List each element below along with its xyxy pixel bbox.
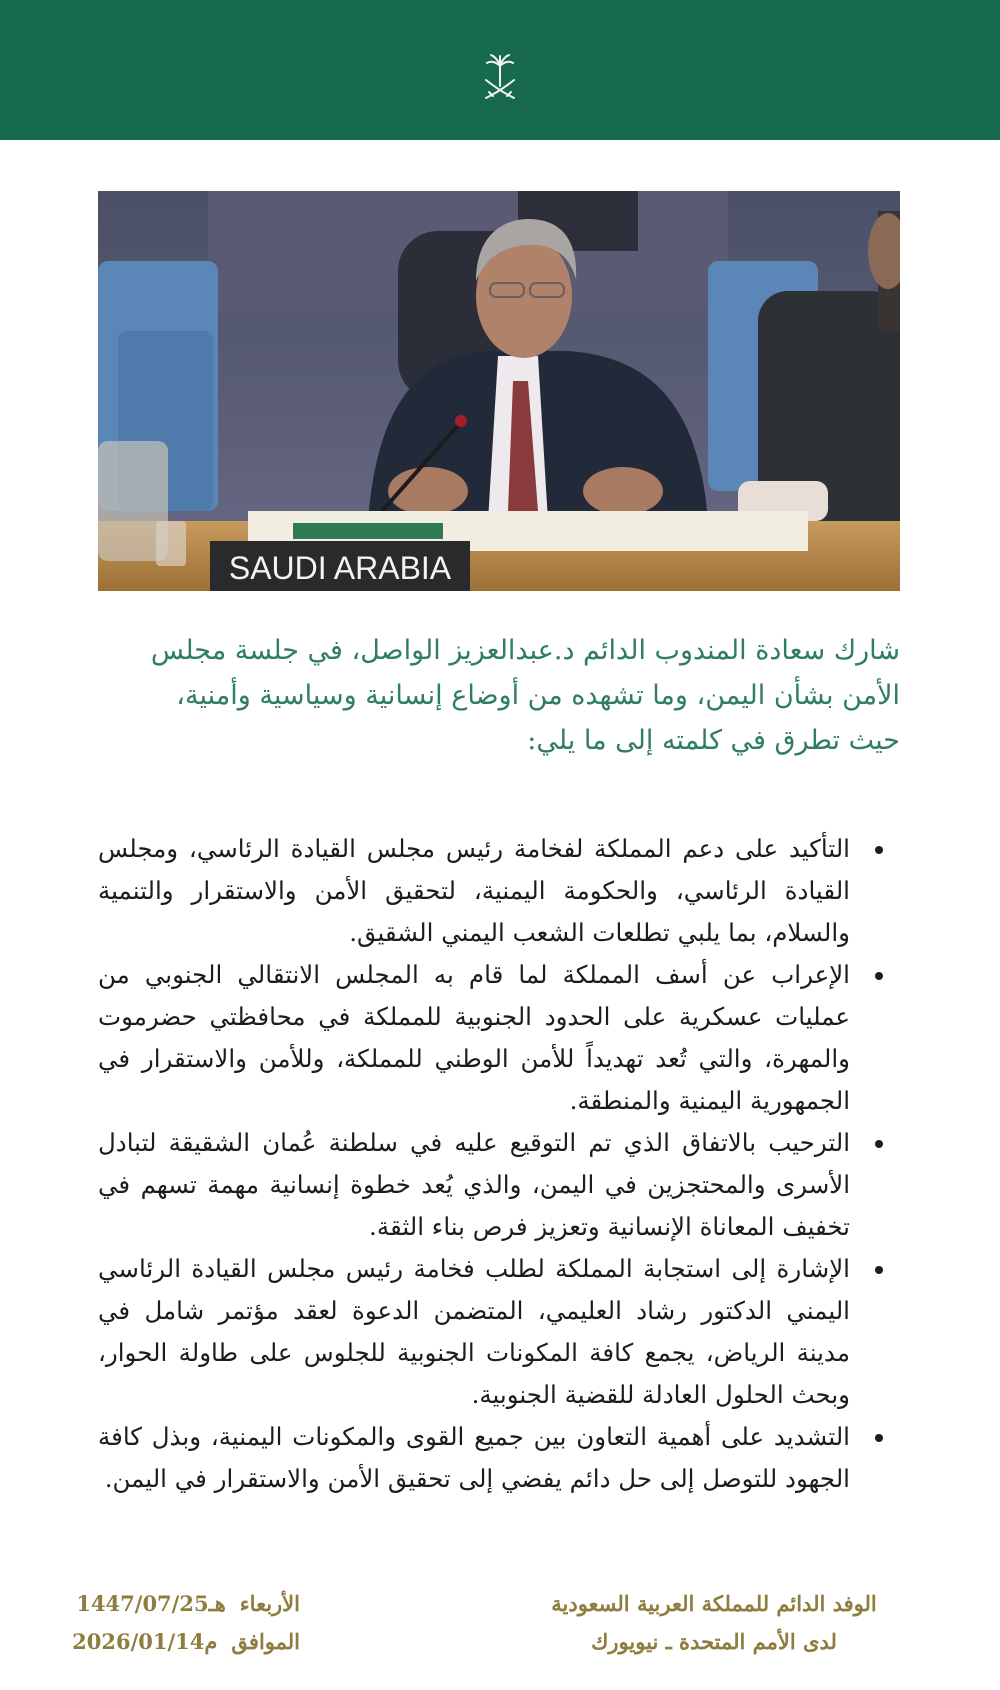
intro-line: حيث تطرق في كلمته إلى ما يلي: — [527, 725, 900, 756]
hijri-date-row — [60, 1585, 300, 1623]
intro-line: شارك سعادة المندوب الدائم د.عبدالعزيز الواصل، في جلسة مجلس — [150, 635, 900, 666]
saudi-palm-and-swords-emblem-icon — [480, 52, 520, 102]
list-item: التأكيد على دعم المملكة لفخامة رئيس مجلس القيادة الرئاسي، ومجلس القيادة الرئاسي، والحكومة اليمنية، لتحقيق الأمن والاستقرار والتنمية والسلام، بما يلبي تطلعات الشعب اليمني الشقيق. — [98, 828, 850, 954]
statement-points-list — [98, 828, 898, 1500]
gregorian-date-row — [60, 1623, 300, 1661]
security-council-photo — [98, 191, 900, 591]
hijri-date: 1447/07/25هـ — [76, 1591, 226, 1616]
gregorian-date: 2026/01/14م — [72, 1629, 218, 1654]
intro-paragraph — [98, 628, 900, 763]
list-item: التشديد على أهمية التعاون بين جميع القوى والمكونات اليمنية، وبذل كافة الجهود للتوصل إلى حل دائم يفضي إلى تحقيق الأمن والاستقرار في اليمن. — [98, 1416, 850, 1500]
day-label: الأربعاء — [239, 1591, 300, 1616]
list-item: الإعراب عن أسف المملكة لما قام به المجلس الانتقالي الجنوبي من عمليات عسكرية على الحدود الجنوبية للمملكة في محافظتي حضرموت والمهرة، والتي تُعد تهديداً للأمن الوطني للمملكة، وللأمن والاستقرار في الجمهورية اليمنية والمنطقة. — [98, 954, 850, 1122]
org-line: الوفد الدائم للمملكة العربية السعودية — [551, 1591, 877, 1616]
list-item: الترحيب بالاتفاق الذي تم التوقيع عليه في سلطنة عُمان الشقيقة لتبادل الأسرى والمحتجزين في اليمن، والذي يُعد خطوة إنسانية مهمة تسهم في تخفيف المعاناة الإنسانية وتعزيز فرص بناء الثقة. — [98, 1122, 850, 1248]
gregorian-label: الموافق — [231, 1629, 300, 1654]
header-band — [0, 0, 1000, 140]
footer-organization — [504, 1585, 924, 1661]
list-item: الإشارة إلى استجابة المملكة لطلب فخامة رئيس مجلس القيادة الرئاسي اليمني الدكتور رشاد العليمي، المتضمن الدعوة لعقد مؤتمر شامل في مدينة الرياض، يجمع كافة المكونات الجنوبية للجلوس على طاولة الحوار، وبحث الحلول العادلة للقضية الجنوبية. — [98, 1248, 850, 1416]
intro-line: الأمن بشأن اليمن، وما تشهده من أوضاع إنسانية وسياسية وأمنية، — [176, 680, 900, 711]
footer-date — [60, 1585, 300, 1661]
org-line: لدى الأمم المتحدة ـ نيويورك — [591, 1629, 837, 1654]
nameplate-text: SAUDI ARABIA — [228, 550, 452, 586]
